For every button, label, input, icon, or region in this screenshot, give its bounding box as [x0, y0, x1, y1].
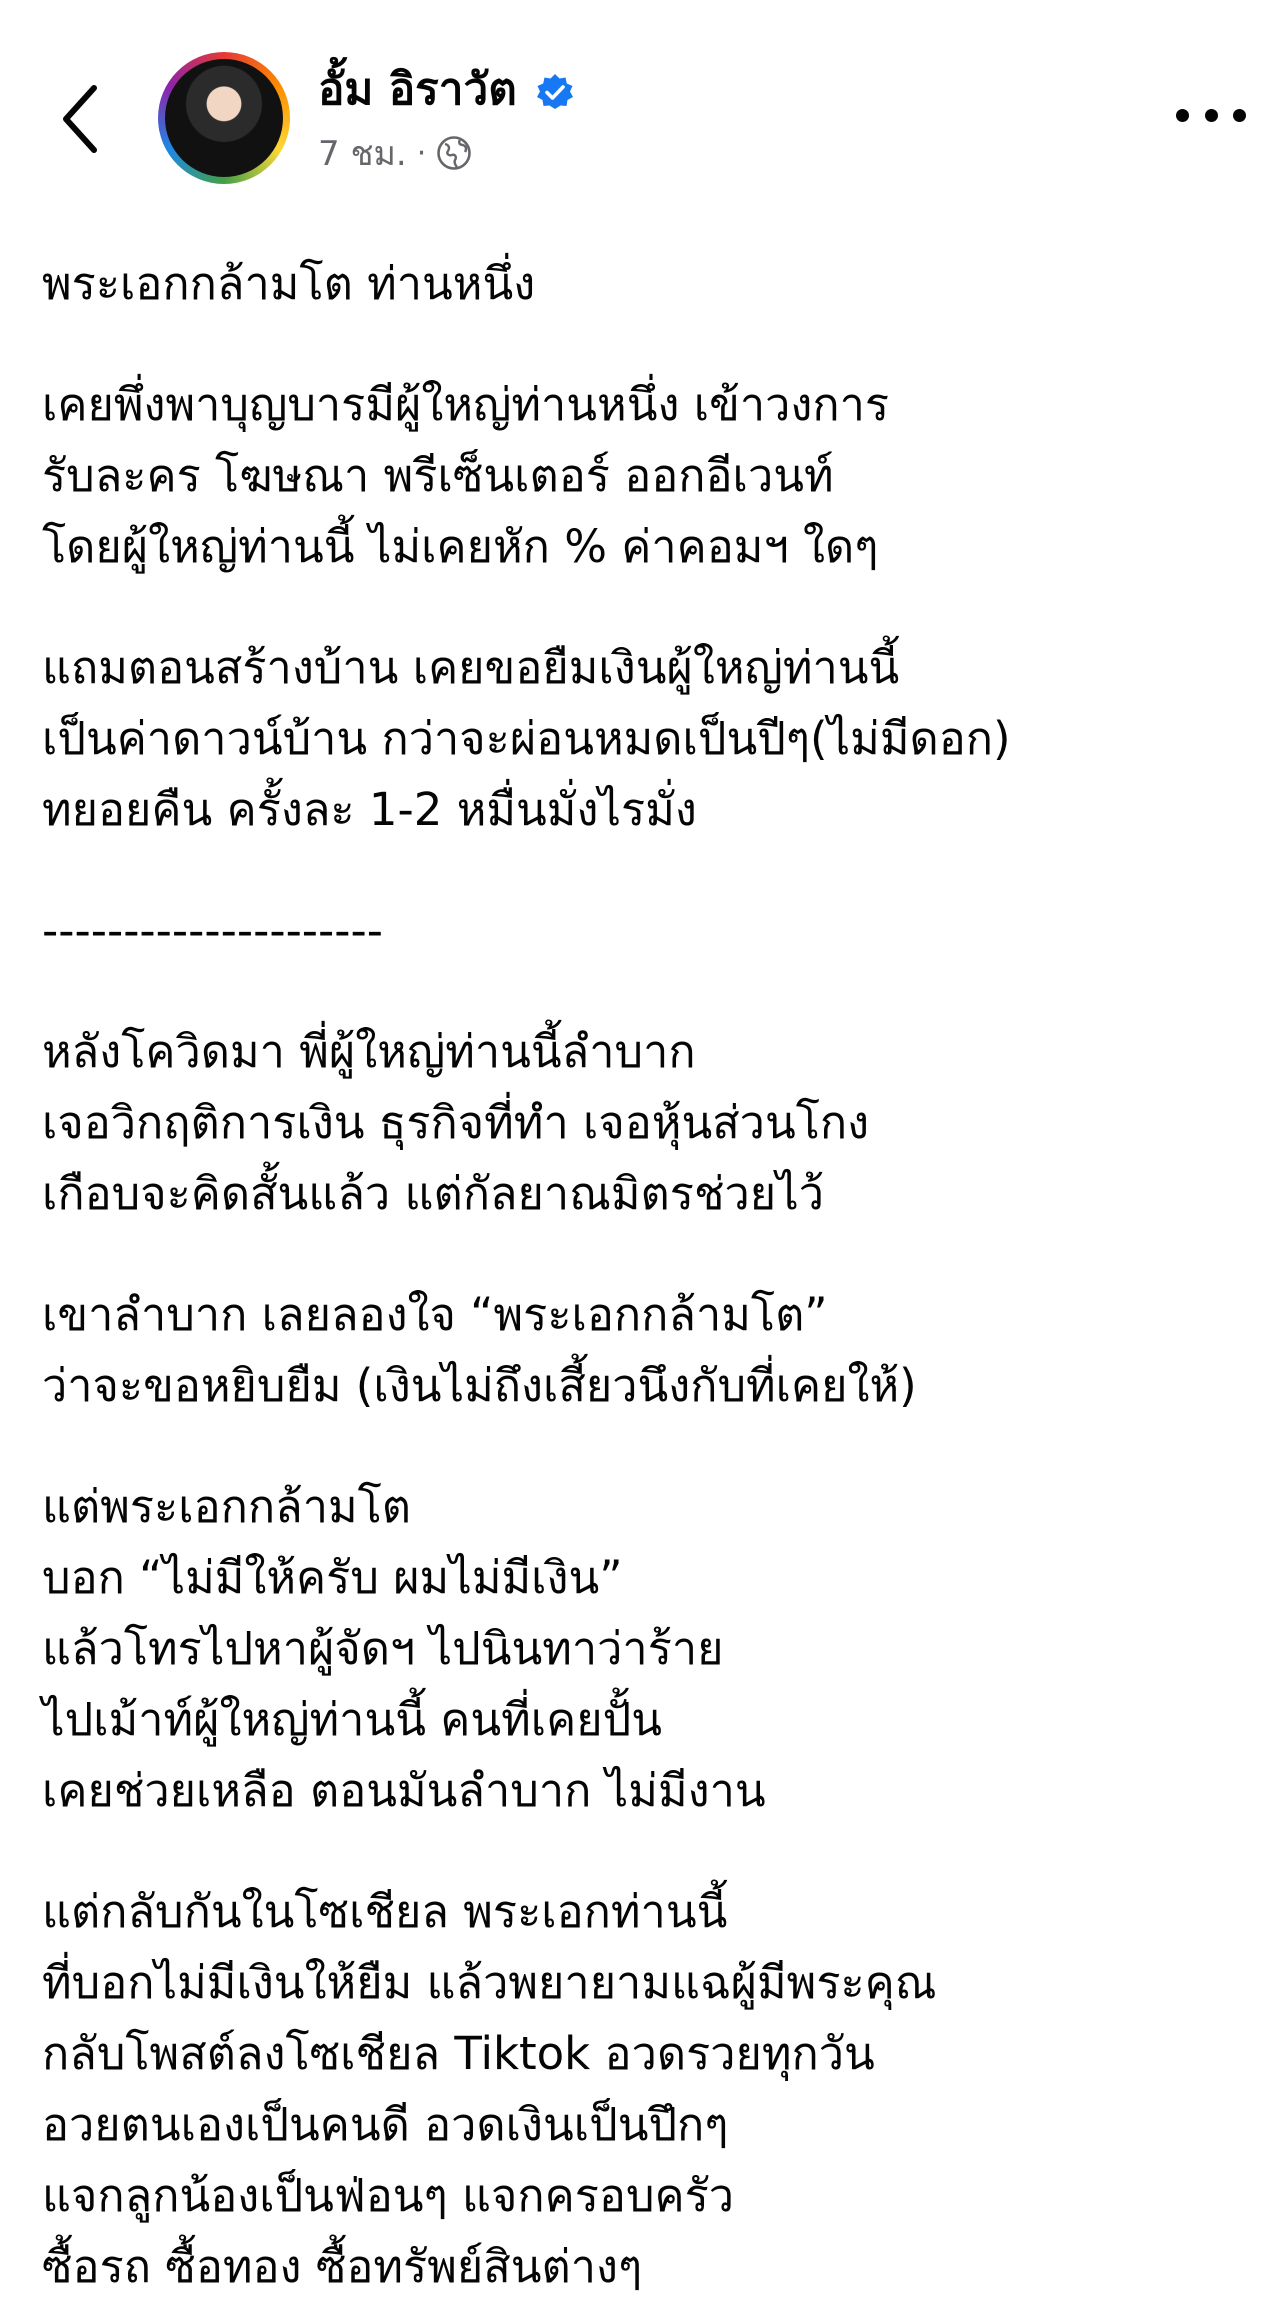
post-title-line: พระเอกกล้ามโต ท่านหนึ่ง — [42, 257, 536, 310]
paragraph-3 — [42, 1016, 1252, 1229]
post-meta — [318, 128, 472, 178]
post-line: เจอวิกฤติการเงิน ธุรกิจที่ทำ เจอหุ้นส่วนโกง — [42, 1096, 870, 1149]
paragraph-2 — [42, 632, 1252, 845]
paragraph-5 — [42, 1471, 1252, 1826]
post-line: หลังโควิดมา พี่ผู้ใหญ่ท่านนี้ลำบาก — [42, 1025, 696, 1078]
paragraph-4 — [42, 1279, 1252, 1421]
post-line: เคยพึ่งพาบุญบารมีผู้ใหญ่ท่านหนึ่ง เข้าวงการ — [42, 378, 890, 431]
post-line: เขาลำบาก เลยลองใจ “พระเอกกล้ามโต” — [42, 1288, 828, 1341]
post-line: ที่บอกไม่มีเงินให้ยืม แล้วพยายามแฉผู้มีพระคุณ — [42, 1956, 937, 2009]
more-dot — [1205, 109, 1218, 122]
post-body — [42, 248, 1252, 2302]
post-line: แจกลูกน้องเป็นฟ่อนๆ แจกครอบครัว — [42, 2169, 735, 2222]
verified-badge-icon — [534, 72, 576, 114]
back-button[interactable] — [48, 76, 112, 162]
post-line: เป็นค่าดาวน์บ้าน กว่าจะผ่อนหมดเป็นปีๆ(ไม่มีดอก) — [42, 712, 1011, 765]
post-line: ว่าจะขอหยิบยืม (เงินไม่ถึงเสี้ยวนึงกับที่เคยให้) — [42, 1359, 917, 1412]
post-line: ทยอยคืน ครั้งละ 1-2 หมื่นมั่งไรมั่ง — [42, 783, 697, 836]
meta-separator: · — [416, 135, 427, 171]
chevron-left-icon — [60, 84, 100, 154]
more-dot — [1176, 109, 1189, 122]
globe-icon — [436, 135, 472, 171]
post-line: อวยตนเองเป็นคนดี อวดเงินเป็นปึกๆ — [42, 2098, 729, 2151]
post-line: ไปเม้าท์ผู้ใหญ่ท่านนี้ คนที่เคยปั้น — [42, 1693, 662, 1746]
post-timestamp[interactable]: 7 ชม. — [318, 134, 407, 174]
post-line: บอก “ไม่มีให้ครับ ผมไม่มีเงิน” — [42, 1551, 623, 1604]
more-dot — [1233, 109, 1246, 122]
post-line: รับละคร โฆษณา พรีเซ็นเตอร์ ออกอีเวนท์ — [42, 449, 834, 502]
post-line: เกือบจะคิดสั้นแล้ว แต่กัลยาณมิตรช่วยไว้ — [42, 1167, 825, 1220]
post-line: แถมตอนสร้างบ้าน เคยขอยืมเงินผู้ใหญ่ท่านนี้ — [42, 641, 900, 694]
post-line: กลับโพสต์ลงโซเชียล Tiktok อวดรวยทุกวัน — [42, 2027, 875, 2080]
author-name[interactable]: อั้ม อิราวัต — [318, 64, 517, 115]
paragraph-6 — [42, 1876, 1252, 2302]
author-avatar[interactable] — [158, 52, 290, 184]
paragraph-1 — [42, 369, 1252, 582]
post-header — [0, 0, 1280, 200]
post-line: แต่พระเอกกล้ามโต — [42, 1480, 412, 1533]
avatar-photo — [165, 59, 283, 177]
post-line: ซื้อรถ ซื้อทอง ซื้อทรัพย์สินต่างๆ — [42, 2240, 643, 2293]
post-line: เคยช่วยเหลือ ตอนมันลำบาก ไม่มีงาน — [42, 1764, 766, 1817]
divider-line: --------------------- — [42, 904, 383, 957]
more-options-button[interactable] — [1176, 90, 1246, 140]
post-line: แล้วโทรไปหาผู้จัดฯ ไปนินทาว่าร้าย — [42, 1622, 724, 1675]
post-line: โดยผู้ใหญ่ท่านนี้ ไม่เคยหัก % ค่าคอมฯ ใดๆ — [42, 520, 879, 573]
post-line: แต่กลับกันในโซเชียล พระเอกท่านนี้ — [42, 1885, 728, 1938]
